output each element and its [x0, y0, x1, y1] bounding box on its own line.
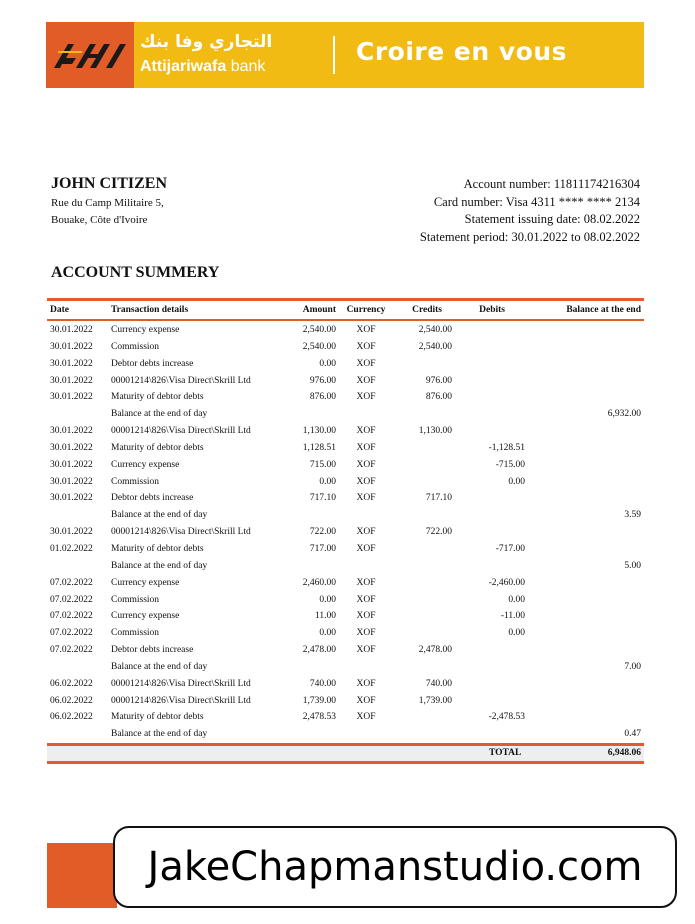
cell-amount: 2,460.00 [302, 577, 336, 588]
brand-name-arabic: التجاري وفا بنك [140, 32, 273, 52]
table-body [47, 322, 644, 743]
cell-credits: 717.10 [425, 493, 452, 504]
cell-balance: 5.00 [624, 560, 641, 571]
section-title: ACCOUNT SUMMERY [51, 264, 220, 281]
banner-divider [333, 36, 335, 74]
header-currency: Currency [346, 305, 386, 315]
statement-period: Statement period: 30.01.2022 to 08.02.2022 [419, 230, 640, 244]
cell-amount: 2,540.00 [302, 325, 336, 335]
cell-details: Balance at the end of day [111, 510, 208, 521]
cell-balance: 7.00 [624, 661, 641, 672]
cell-details: Balance at the end of day [111, 560, 208, 571]
cell-debits: -2,460.00 [488, 577, 525, 588]
bank-logo-icon [52, 38, 128, 72]
total-value: 6,948.06 [607, 748, 641, 759]
cell-amount: 2,478.00 [302, 645, 336, 656]
cell-details: Commission [111, 594, 160, 605]
card-number: Card number: Visa 4311 **** **** 2134 [433, 195, 640, 209]
table-total-row [47, 743, 644, 764]
cell-balance: 6,932.00 [607, 409, 641, 420]
table-row [47, 592, 644, 609]
table-row [47, 726, 644, 743]
cell-details: 00001214\826\Visa Direct\Skrill Ltd [111, 695, 251, 706]
cell-date: 30.01.2022 [50, 392, 93, 403]
cell-credits: 722.00 [425, 527, 452, 538]
cell-date: 30.01.2022 [50, 527, 93, 538]
cell-currency: XOF [356, 476, 376, 487]
cell-date: 30.01.2022 [50, 341, 93, 352]
cell-details: Currency expense [111, 577, 180, 588]
table-row [47, 676, 644, 693]
cell-date: 06.02.2022 [50, 678, 93, 689]
cell-details: Currency expense [111, 459, 180, 470]
customer-address-line1: Rue du Camp Militaire 5, [51, 197, 164, 209]
cell-amount: 0.00 [319, 358, 336, 369]
cell-credits: 1,130.00 [418, 426, 452, 437]
cell-amount: 717.00 [309, 543, 336, 554]
cell-currency: XOF [356, 628, 376, 639]
cell-credits: 740.00 [425, 678, 452, 689]
cell-details: Commission [111, 476, 160, 487]
cell-currency: XOF [356, 392, 376, 403]
brand-name-prefix: Attijariwafa [140, 58, 227, 75]
cell-amount: 1,130.00 [302, 426, 336, 437]
header-details: Transaction details [111, 305, 189, 315]
cell-currency: XOF [356, 527, 376, 538]
cell-date: 30.01.2022 [50, 476, 93, 487]
table-row [47, 440, 644, 457]
header-debits: Debits [479, 305, 505, 315]
cell-amount: 0.00 [319, 594, 336, 605]
cell-details: Commission [111, 628, 160, 639]
cell-credits: 2,540.00 [418, 341, 452, 352]
cell-amount: 2,478.53 [302, 712, 336, 723]
customer-address-line2: Bouake, Côte d'Ivoire [51, 214, 148, 226]
cell-date: 07.02.2022 [50, 594, 93, 605]
table-row [47, 389, 644, 406]
cell-date: 07.02.2022 [50, 611, 93, 622]
cell-currency: XOF [356, 375, 376, 386]
cell-amount: 876.00 [309, 392, 336, 403]
cell-credits: 2,478.00 [418, 645, 452, 656]
cell-details: Debtor debts increase [111, 358, 194, 369]
cell-currency: XOF [356, 358, 376, 369]
cell-currency: XOF [356, 678, 376, 689]
cell-credits: 876.00 [425, 392, 452, 403]
cell-date: 06.02.2022 [50, 712, 93, 723]
table-header [47, 301, 644, 319]
bank-logo [46, 22, 134, 88]
cell-balance: 3.59 [624, 510, 641, 521]
table-row [47, 490, 644, 507]
cell-credits: 976.00 [425, 375, 452, 386]
cell-debits: 0.00 [508, 628, 525, 639]
cell-date: 30.01.2022 [50, 325, 93, 335]
cell-date: 30.01.2022 [50, 459, 93, 470]
cell-details: Maturity of debtor debts [111, 392, 204, 403]
table-row [47, 356, 644, 373]
cell-currency: XOF [356, 645, 376, 656]
table-row [47, 423, 644, 440]
cell-debits: -1,128.51 [488, 442, 525, 453]
table-row [47, 709, 644, 726]
header-date: Date [50, 305, 69, 315]
cell-date: 30.01.2022 [50, 493, 93, 504]
cell-details: Maturity of debtor debts [111, 712, 204, 723]
cell-date: 07.02.2022 [50, 577, 93, 588]
table-row [47, 558, 644, 575]
table-row [47, 474, 644, 491]
table-row [47, 322, 644, 339]
cell-date: 30.01.2022 [50, 426, 93, 437]
cell-debits: 0.00 [508, 594, 525, 605]
cell-currency: XOF [356, 712, 376, 723]
cell-amount: 1,739.00 [302, 695, 336, 706]
cell-details: Balance at the end of day [111, 729, 208, 740]
table-row [47, 507, 644, 524]
table-row [47, 541, 644, 558]
table-row [47, 575, 644, 592]
header-credits: Credits [412, 305, 442, 315]
cell-date: 06.02.2022 [50, 695, 93, 706]
slogan: Croire en vous [356, 37, 568, 66]
cell-currency: XOF [356, 442, 376, 453]
table-header-rule [47, 319, 644, 321]
cell-currency: XOF [356, 325, 376, 335]
header-balance: Balance at the end [566, 305, 641, 315]
cell-date: 30.01.2022 [50, 358, 93, 369]
cell-details: 00001214\826\Visa Direct\Skrill Ltd [111, 527, 251, 538]
statement-issue-date: Statement issuing date: 08.02.2022 [464, 212, 640, 226]
cell-balance: 0.47 [624, 729, 641, 740]
cell-debits: -717.00 [495, 543, 525, 554]
cell-date: 30.01.2022 [50, 442, 93, 453]
table-row [47, 659, 644, 676]
cell-credits: 1,739.00 [418, 695, 452, 706]
cell-amount: 740.00 [309, 678, 336, 689]
cell-currency: XOF [356, 543, 376, 554]
bank-banner [46, 22, 644, 88]
cell-amount: 0.00 [319, 628, 336, 639]
cell-details: 00001214\826\Visa Direct\Skrill Ltd [111, 375, 251, 386]
watermark: JakeChapmanstudio.com [113, 826, 677, 908]
cell-currency: XOF [356, 459, 376, 470]
table-row [47, 406, 644, 423]
cell-details: Currency expense [111, 611, 180, 622]
cell-currency: XOF [356, 695, 376, 706]
cell-currency: XOF [356, 594, 376, 605]
table-row [47, 373, 644, 390]
cell-amount: 2,540.00 [302, 341, 336, 352]
cell-debits: -2,478.53 [488, 712, 525, 723]
cell-details: Commission [111, 341, 160, 352]
header-amount: Amount [302, 305, 336, 315]
cell-details: Maturity of debtor debts [111, 442, 204, 453]
cell-amount: 0.00 [319, 476, 336, 487]
table-row [47, 457, 644, 474]
table-row [47, 524, 644, 541]
cell-date: 30.01.2022 [50, 375, 93, 386]
cell-currency: XOF [356, 493, 376, 504]
cell-credits: 2,540.00 [418, 325, 452, 335]
cell-date: 07.02.2022 [50, 645, 93, 656]
cell-amount: 717.10 [309, 493, 336, 504]
cell-amount: 722.00 [309, 527, 336, 538]
cell-details: Debtor debts increase [111, 645, 194, 656]
cell-currency: XOF [356, 341, 376, 352]
customer-name: JOHN CITIZEN [51, 175, 168, 192]
cell-date: 01.02.2022 [50, 543, 93, 554]
table-row [47, 642, 644, 659]
cell-debits: -11.00 [500, 611, 525, 622]
table-row [47, 693, 644, 710]
cell-date: 07.02.2022 [50, 628, 93, 639]
cell-details: Balance at the end of day [111, 409, 208, 420]
cell-currency: XOF [356, 611, 376, 622]
cell-amount: 976.00 [309, 375, 336, 386]
table-row [47, 608, 644, 625]
cell-details: Balance at the end of day [111, 661, 208, 672]
brand-name-suffix: bank [230, 58, 266, 75]
cell-details: Maturity of debtor debts [111, 543, 204, 554]
cell-amount: 1,128.51 [302, 442, 336, 453]
cell-details: Currency expense [111, 325, 180, 335]
cell-details: 00001214\826\Visa Direct\Skrill Ltd [111, 678, 251, 689]
table-row [47, 625, 644, 642]
transactions-table [47, 298, 644, 764]
cell-currency: XOF [356, 577, 376, 588]
cell-amount: 11.00 [314, 611, 336, 622]
cell-details: 00001214\826\Visa Direct\Skrill Ltd [111, 426, 251, 437]
total-label: TOTAL [489, 748, 522, 759]
brand-name [140, 58, 265, 76]
footer-accent-block [47, 843, 117, 908]
cell-debits: -715.00 [495, 459, 525, 470]
cell-debits: 0.00 [508, 476, 525, 487]
cell-amount: 715.00 [309, 459, 336, 470]
cell-currency: XOF [356, 426, 376, 437]
cell-details: Debtor debts increase [111, 493, 194, 504]
table-row [47, 339, 644, 356]
account-number: Account number: 11811174216304 [463, 177, 640, 191]
